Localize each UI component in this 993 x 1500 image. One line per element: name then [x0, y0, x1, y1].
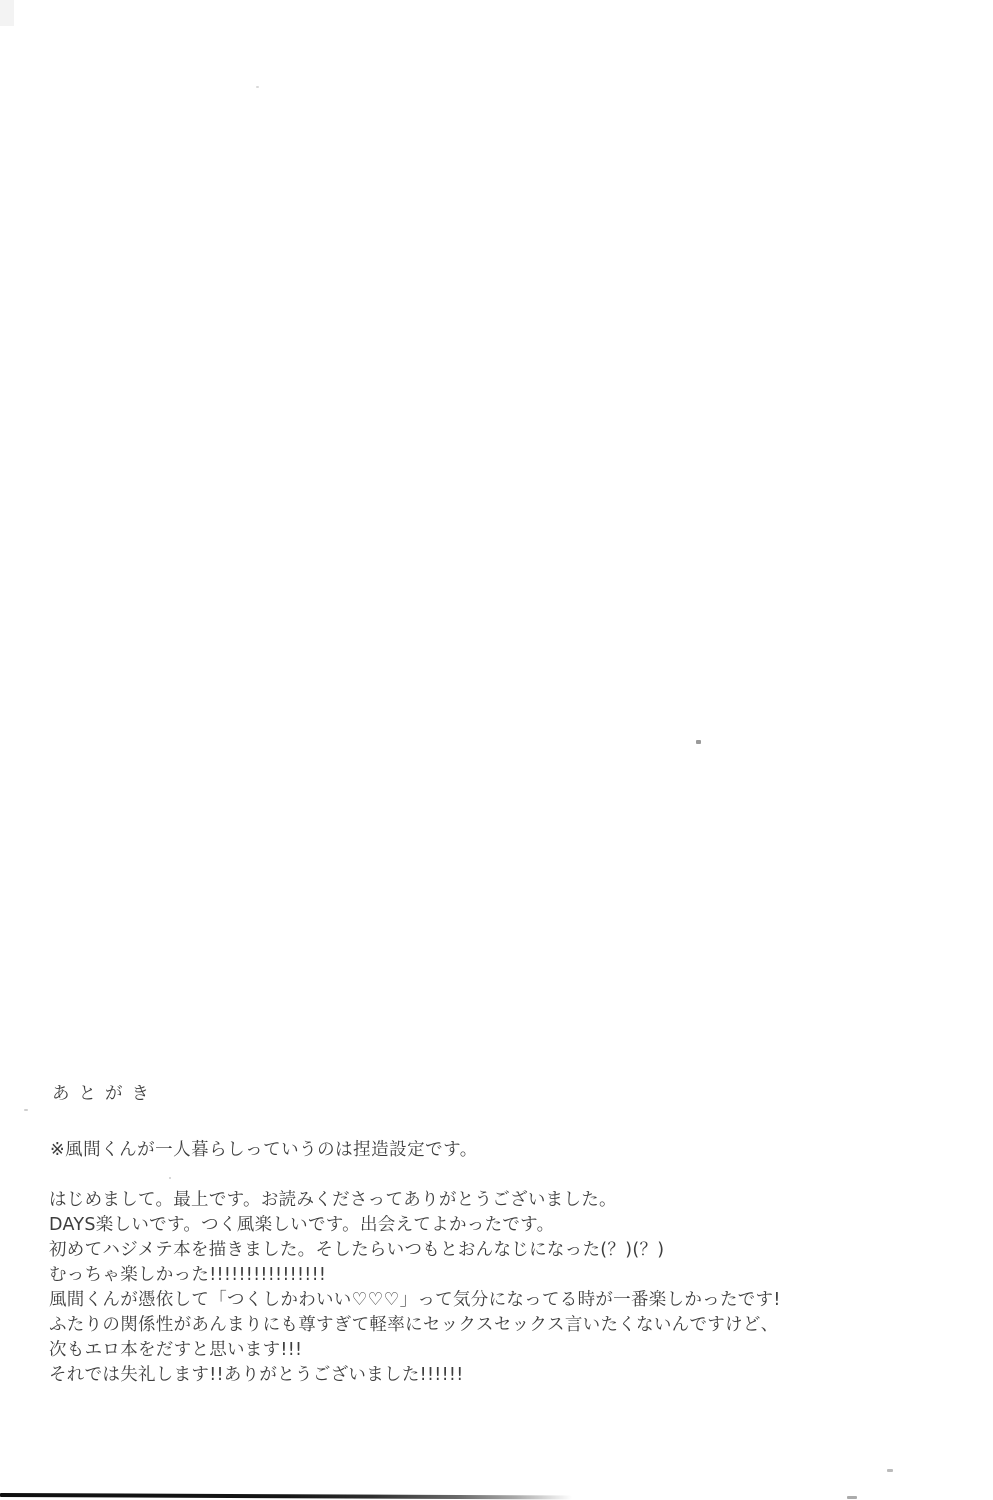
afterword-line: ふたりの関係性があんまりにも尊すぎて軽率にセックスセックス言いたくないんですけど、	[49, 1315, 779, 1335]
afterword-heading: あとがき	[52, 1084, 158, 1104]
scan-speck	[24, 1109, 28, 1111]
scan-speck	[696, 740, 701, 744]
afterword-line: 初めてハジメテ本を描きました。そしたらいつもとおんなじになった(？)(？)	[49, 1240, 665, 1260]
scan-speck	[847, 1496, 857, 1499]
scan-speck	[887, 1469, 893, 1472]
scan-speck	[256, 86, 259, 88]
afterword-line: 次もエロ本をだすと思います!!!	[49, 1340, 303, 1360]
afterword-body	[49, 1188, 781, 1388]
scan-corner-artifact	[0, 0, 14, 26]
disclaimer-note: ※風間くんが一人暮らしっていうのは捏造設定です。	[50, 1140, 478, 1160]
afterword-line: それでは失礼します!!ありがとうございました!!!!!!	[49, 1365, 464, 1385]
afterword-line: 風間くんが憑依して「つくしかわいい♡♡♡」って気分になってる時が一番楽しかったです!	[49, 1290, 781, 1310]
afterword-line: DAYS楽しいです。つく風楽しいです。出会えてよかったです。	[49, 1215, 555, 1235]
scan-speck	[169, 1177, 171, 1179]
afterword-line: はじめまして。最上です。お読みくださってありがとうございました。	[49, 1190, 617, 1210]
afterword-line: むっちゃ楽しかった!!!!!!!!!!!!!!!!	[49, 1265, 327, 1285]
scan-edge-line	[0, 1493, 572, 1499]
